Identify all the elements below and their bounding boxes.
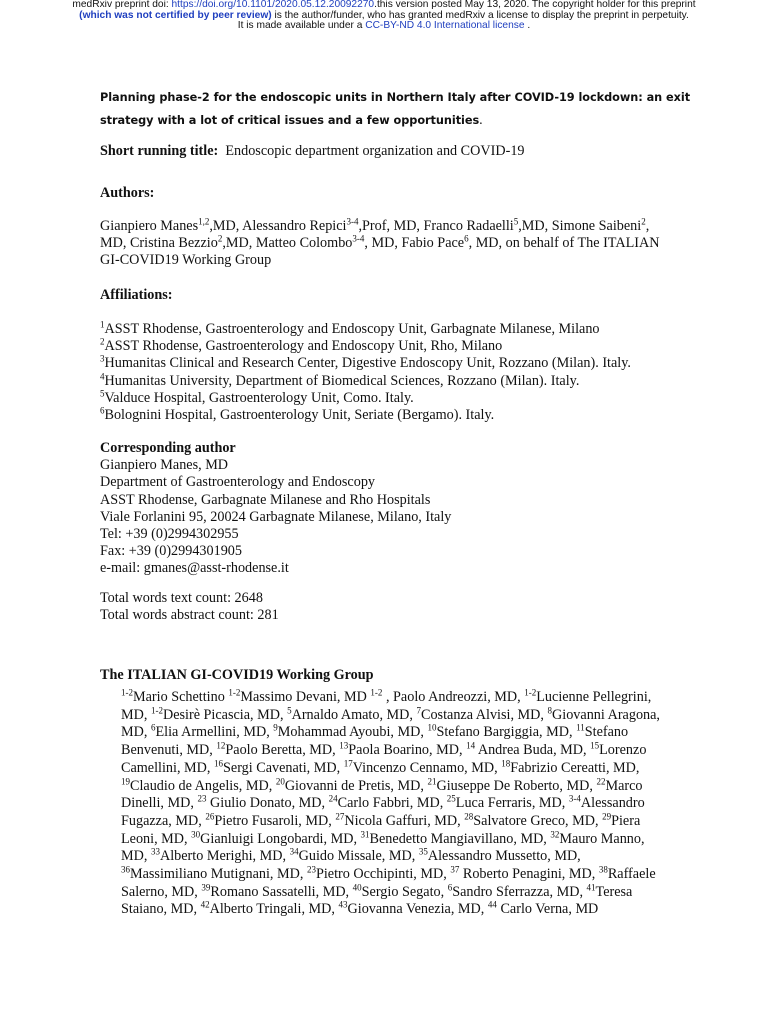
corresponding-address: Viale Forlanini 95, 20024 Garbagnate Milanese, Milano, Italy	[100, 508, 452, 525]
text-word-count: Total words text count: 2648	[100, 590, 263, 606]
name-text: Mario Schettino	[133, 689, 229, 705]
name-text: Carlo Verna, MD	[496, 901, 599, 918]
name-text: Paola Boarino, MD,	[348, 742, 467, 759]
name-text: GI-COVID19 Working Group	[100, 252, 272, 269]
working-group-line	[121, 848, 681, 866]
name-text: Alberto Tringali, MD,	[209, 901, 339, 918]
name-text: Lucienne Pellegrini,	[536, 689, 652, 705]
peer-review-notice: (which was not certified by peer review)	[79, 9, 272, 21]
license-link[interactable]: CC-BY-ND 4.0 International license	[365, 20, 525, 32]
abstract-word-count: Total words abstract count: 281	[100, 607, 279, 624]
affiliation-superscript: 18	[501, 758, 511, 769]
name-text: ,MD, Matteo Colombo	[222, 235, 353, 252]
name-text: Fabrizio Cereatti, MD,	[510, 759, 640, 776]
affiliation-superscript: 21	[427, 775, 437, 786]
affiliation-superscript: 3-4	[568, 793, 581, 804]
affiliation-superscript: 16	[214, 758, 224, 769]
affiliation-superscript: 12	[216, 740, 226, 751]
name-text: Mauro Manno,	[559, 830, 645, 847]
name-text: Benedetto Mangiavillano, MD,	[369, 830, 551, 847]
name-text: Benvenuti, MD,	[121, 742, 217, 759]
affiliation-superscript: 35	[418, 846, 428, 857]
affiliation-superscript: 1-2	[150, 704, 163, 715]
name-text: Claudio de Angelis, MD,	[130, 777, 276, 794]
paper-title	[100, 86, 700, 132]
affiliation-number: 6	[100, 405, 105, 416]
affiliation-superscript: 14	[466, 740, 476, 751]
name-text: Alessandro Mussetto, MD,	[427, 848, 581, 865]
corresponding-email[interactable]: e-mail: gmanes@asst-rhodense.it	[100, 560, 289, 577]
affiliation-superscript: 31	[360, 828, 370, 839]
header-text: medRxiv preprint doi:	[72, 0, 172, 10]
running-title-text: Endoscopic department organization and COVID-19	[225, 143, 525, 159]
affiliation-superscript: 1,2	[198, 216, 210, 227]
name-text: Camellini, MD,	[121, 759, 215, 776]
name-text: Guido Missale, MD,	[298, 848, 419, 865]
name-text: Giuseppe De Roberto, MD,	[436, 777, 597, 794]
name-text: Costanza Alvisi, MD,	[421, 706, 548, 723]
affiliation-number: 4	[100, 370, 105, 381]
name-text: Desirè Picascia, MD,	[162, 706, 288, 723]
name-text: Lorenzo	[599, 742, 647, 759]
working-group-line	[121, 828, 681, 849]
affiliation-text: Valduce Hospital, Gastroenterology Unit, Como. Italy.	[104, 389, 414, 406]
affiliation-superscript: 32	[550, 828, 560, 839]
working-group-line	[121, 742, 681, 760]
name-text: Sergio Segato,	[361, 883, 448, 900]
affiliation-number: 2	[100, 336, 105, 347]
affiliation-superscript: 26	[205, 811, 215, 822]
affiliation-item	[100, 355, 700, 372]
affiliation-superscript: 42	[200, 899, 210, 910]
header-text: .	[524, 20, 531, 32]
affiliation-superscript: 29	[602, 811, 612, 822]
name-text: Mohammad Ayoubi, MD,	[277, 724, 428, 741]
affiliation-superscript: 34	[289, 846, 299, 857]
affiliation-superscript: 27	[335, 811, 345, 822]
header-text: .this version posted May 13, 2020. The copyright holder for this preprint	[374, 0, 696, 10]
affiliation-item	[100, 321, 700, 338]
name-text: Romano Sassatelli, MD,	[210, 883, 353, 900]
affiliation-superscript: 33	[150, 846, 160, 857]
name-text: Dinelli, MD,	[121, 795, 198, 812]
name-text: Luca Ferraris, MD,	[455, 795, 569, 812]
affiliation-superscript: 20	[275, 775, 285, 786]
name-text: Fugazza, MD,	[121, 812, 206, 829]
running-title-label: Short running title:	[100, 143, 219, 159]
affiliation-superscript: 43	[338, 899, 348, 910]
name-text: Sandro Sferrazza, MD,	[452, 883, 587, 900]
affiliation-superscript: 2	[217, 233, 223, 244]
affiliation-superscript: 1-2	[524, 687, 537, 698]
name-text: ,Prof, MD, Franco Radaelli	[358, 218, 514, 234]
affiliation-superscript: 7	[416, 704, 421, 715]
affiliation-superscript: 24	[328, 793, 338, 804]
corresponding-name: Gianpiero Manes, MD	[100, 457, 229, 474]
affiliation-number: 1	[100, 319, 105, 330]
name-text: Raffaele	[607, 866, 656, 883]
affiliation-superscript: 2	[641, 216, 646, 227]
authors-heading: Authors:	[100, 185, 155, 201]
name-text: , MD, on behalf of The ITALIAN	[468, 235, 660, 252]
corresponding-fax: Fax: +39 (0)2994301905	[100, 543, 242, 560]
affiliation-superscript: 13	[339, 740, 349, 751]
affiliation-item	[100, 338, 700, 355]
affiliation-text: ASST Rhodense, Gastroenterology and Endoscopy Unit, Rho, Milano	[104, 338, 503, 355]
name-text: Massimiliano Mutignani, MD,	[130, 866, 307, 883]
affiliation-superscript: 44	[487, 899, 497, 910]
name-text: Stefano Bargiggia, MD,	[436, 724, 577, 741]
affiliation-text: ASST Rhodense, Gastroenterology and Endoscopy Unit, Garbagnate Milanese, Milano	[104, 321, 600, 337]
authors-line-2	[100, 235, 670, 252]
name-text: Elia Armellini, MD,	[155, 724, 274, 741]
authors-line-3	[100, 252, 670, 269]
header-text: is the author/funder, who has granted medRxiv a license to display the preprint in perpetuity.	[271, 9, 689, 21]
name-text: Nicola Gaffuri, MD,	[344, 812, 465, 829]
working-group-line	[121, 689, 681, 707]
name-text: , Paolo Andreozzi, MD,	[382, 689, 525, 705]
affiliation-superscript: 8	[547, 704, 553, 715]
affiliation-superscript: 15	[590, 740, 600, 751]
preprint-header	[0, 0, 768, 32]
name-text: Giulio Donato, MD,	[206, 795, 329, 812]
name-text: Vincenzo Cennamo, MD,	[352, 759, 502, 776]
affiliation-superscript: 28	[464, 811, 474, 822]
name-text: Teresa	[595, 883, 633, 900]
name-text: MD,	[121, 706, 151, 723]
corresponding-heading: Corresponding author	[100, 440, 236, 456]
name-text: Giovanna Venezia, MD,	[347, 901, 488, 918]
corresponding-hospital: ASST Rhodense, Garbagnate Milanese and Rho Hospitals	[100, 491, 431, 508]
affiliation-superscript: 19	[121, 775, 130, 786]
affiliation-superscript: 40	[352, 882, 362, 892]
working-group-line	[121, 704, 681, 725]
affiliation-superscript: 17	[343, 758, 353, 769]
affiliation-text: Humanitas University, Department of Biomedical Sciences, Rozzano (Milan). Italy.	[104, 372, 580, 389]
corresponding-dept: Department of Gastroenterology and Endoscopy	[100, 474, 376, 491]
affiliation-superscript: 6	[464, 233, 469, 244]
header-line-3	[0, 21, 768, 32]
name-text: Salerno, MD,	[121, 883, 202, 900]
affiliation-superscript: 38	[598, 864, 608, 875]
word-counts	[100, 590, 680, 624]
authors-list	[100, 218, 670, 270]
affiliation-number: 3	[100, 353, 105, 364]
name-text: Staiano, MD,	[121, 901, 201, 918]
name-text: Giovanni de Pretis, MD,	[284, 777, 428, 794]
affiliation-text: Bolognini Hospital, Gastroenterology Unit, Seriate (Bergamo). Italy.	[104, 407, 495, 424]
name-text: Alessandro	[580, 795, 645, 812]
name-text: Salvatore Greco, MD,	[473, 812, 603, 829]
affiliation-superscript: 1-2	[370, 687, 383, 698]
affiliation-superscript: 41	[586, 882, 596, 892]
affiliation-superscript: 22	[596, 775, 606, 786]
affiliation-superscript: 30	[191, 828, 201, 839]
affiliation-superscript: 6	[150, 722, 156, 733]
name-text: ,MD, Simone Saibeni	[518, 218, 642, 234]
affiliation-superscript: 39	[201, 882, 211, 892]
affiliation-item	[100, 407, 700, 424]
name-text: Pietro Fusaroli, MD,	[214, 812, 336, 829]
name-text: ,MD, Alessandro Repici	[209, 218, 347, 234]
affiliation-superscript: 1-2	[121, 687, 133, 698]
affiliation-number: 5	[100, 388, 105, 399]
affiliation-superscript: 1-2	[228, 687, 241, 698]
name-text: ,	[645, 218, 650, 234]
name-text: , MD, Fabio Pace	[364, 235, 465, 252]
affiliation-superscript: 6	[447, 882, 453, 892]
name-text: Sergi Cavenati, MD,	[223, 759, 344, 776]
name-text: Gianpiero Manes	[100, 218, 199, 234]
name-text: Giovanni Aragona,	[552, 706, 660, 723]
name-text: MD,	[121, 848, 151, 865]
name-text: Pietro Occhipinti, MD,	[315, 866, 451, 883]
affiliation-superscript: 3-4	[352, 233, 365, 244]
affiliation-superscript: 3-4	[346, 216, 359, 227]
header-text: It is made available under a	[237, 20, 366, 32]
affiliation-item	[100, 390, 700, 407]
running-title	[100, 143, 680, 160]
name-text: Marco	[605, 777, 643, 794]
name-text: MD, Cristina Bezzio	[100, 235, 218, 252]
affiliation-superscript: 5	[287, 704, 292, 715]
affiliation-superscript: 5	[513, 216, 519, 227]
title-line-1: Planning phase-2 for the endoscopic units in Northern Italy after COVID-19 lockdown: an exit	[100, 91, 691, 104]
name-text: Paolo Beretta, MD,	[225, 742, 340, 759]
name-text: Carlo Fabbri, MD,	[337, 795, 447, 812]
name-text: Stefano	[584, 724, 629, 741]
affiliation-superscript: 11	[576, 722, 585, 733]
name-text: MD,	[121, 724, 151, 741]
affiliations-heading: Affiliations:	[100, 287, 173, 303]
affiliation-superscript: 10	[427, 722, 437, 733]
title-line-2	[100, 109, 700, 132]
affiliation-text: Humanitas Clinical and Research Center, Digestive Endoscopy Unit, Rozzano (Milan). Italy.	[104, 355, 631, 372]
name-text: Gianluigi Longobardi, MD,	[200, 830, 361, 847]
name-text: Piera	[611, 812, 641, 829]
name-text: Leoni, MD,	[121, 830, 192, 847]
corresponding-tel: Tel: +39 (0)2994302955	[100, 526, 239, 543]
working-group-line	[121, 813, 681, 831]
affiliation-item	[100, 370, 700, 390]
affiliation-superscript: 23	[306, 864, 316, 875]
affiliation-superscript: 25	[446, 793, 456, 804]
name-text: Andrea Buda, MD,	[475, 742, 591, 759]
affiliation-superscript: 9	[273, 722, 278, 733]
name-text: Massimo Devani, MD	[240, 689, 371, 705]
working-group-heading: The ITALIAN GI-COVID19 Working Group	[100, 667, 374, 683]
title-line-2-text: strategy with a lot of critical issues and a few opportunities	[100, 114, 480, 127]
affiliations-list	[100, 321, 700, 424]
affiliation-superscript: 36	[121, 864, 130, 875]
doi-link[interactable]: https://doi.org/10.1101/2020.05.12.20092270	[171, 0, 375, 10]
authors-line-1	[100, 218, 670, 235]
working-group-line	[121, 901, 681, 919]
name-text: Roberto Penagini, MD,	[459, 866, 599, 883]
title-period: .	[479, 113, 483, 128]
affiliation-superscript: 37	[450, 864, 460, 875]
corresponding-author	[100, 440, 680, 578]
name-text: Arnaldo Amato, MD,	[291, 706, 417, 723]
name-text: Alberto Merighi, MD,	[159, 848, 290, 865]
working-group-list	[121, 689, 681, 919]
affiliation-superscript: 23	[197, 793, 207, 804]
